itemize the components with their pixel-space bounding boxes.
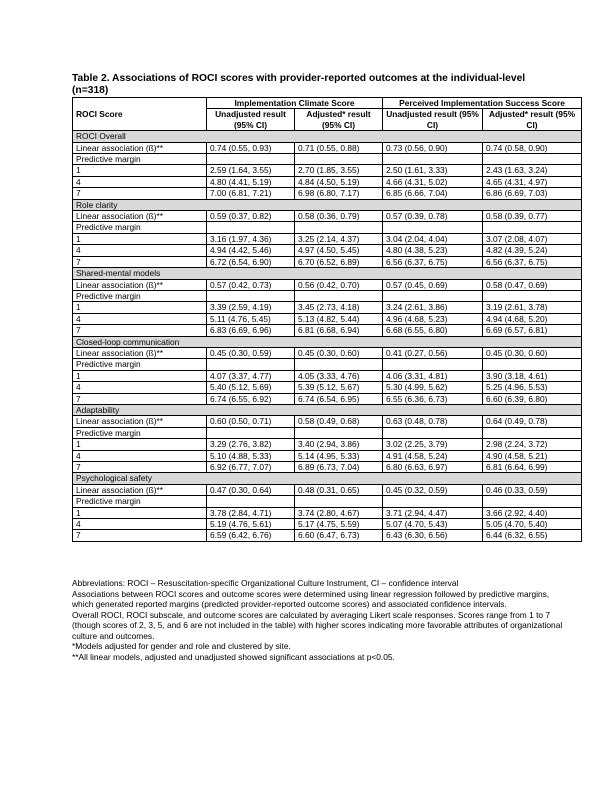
result-cell: 0.57 (0.39, 0.78)	[383, 211, 483, 222]
result-cell: 4.05 (3.33, 4.76)	[295, 370, 383, 381]
result-cell	[207, 427, 295, 438]
table-row	[73, 211, 582, 222]
table-row	[73, 462, 582, 473]
table-row	[73, 393, 582, 404]
note-adjustment: *Models adjusted for gender and role and clustered by site.	[72, 641, 291, 651]
section-name: Closed-loop communication	[73, 336, 582, 347]
result-cell: 6.43 (6.30, 6.56)	[383, 530, 483, 541]
result-cell: 0.45 (0.32, 0.59)	[383, 484, 483, 495]
result-cell: 4.84 (4.50, 5.19)	[295, 176, 383, 187]
result-cell	[383, 496, 483, 507]
result-cell	[383, 154, 483, 165]
table-row	[73, 496, 582, 507]
result-cell: 0.45 (0.30, 0.60)	[483, 347, 582, 358]
result-cell: 0.59 (0.37, 0.82)	[207, 211, 295, 222]
table-row	[73, 382, 582, 393]
result-cell: 3.29 (2.76, 3.82)	[207, 439, 295, 450]
table-row	[73, 154, 582, 165]
result-cell: 0.64 (0.49, 0.78)	[483, 416, 582, 427]
result-cell: 0.57 (0.42, 0.73)	[207, 279, 295, 290]
table-row	[73, 222, 582, 233]
result-cell: 0.45 (0.30, 0.60)	[295, 347, 383, 358]
result-cell: 4.80 (4.41, 5.19)	[207, 176, 295, 187]
result-cell	[383, 427, 483, 438]
row-label: Predictive margin	[73, 359, 207, 370]
result-cell: 5.39 (5.12, 5.67)	[295, 382, 383, 393]
section-header-row	[73, 268, 582, 279]
row-label: Predictive margin	[73, 427, 207, 438]
result-cell: 6.72 (6.54, 6.90)	[207, 256, 295, 267]
table-row	[73, 484, 582, 495]
result-cell: 0.56 (0.42, 0.70)	[295, 279, 383, 290]
section-header-row	[73, 131, 582, 142]
results-table	[72, 97, 582, 542]
result-cell: 6.56 (6.37, 6.75)	[483, 256, 582, 267]
table-row	[73, 347, 582, 358]
result-cell: 4.91 (4.58, 5.24)	[383, 450, 483, 461]
result-cell: 0.45 (0.30, 0.59)	[207, 347, 295, 358]
result-cell: 6.60 (6.47, 6.73)	[295, 530, 383, 541]
result-cell: 4.82 (4.39, 5.24)	[483, 245, 582, 256]
result-cell: 4.97 (4.50, 5.45)	[295, 245, 383, 256]
result-cell: 5.14 (4.95, 5.33)	[295, 450, 383, 461]
table-row	[73, 165, 582, 176]
table-row	[73, 519, 582, 530]
row-label: Predictive margin	[73, 154, 207, 165]
result-cell	[295, 222, 383, 233]
header-unadjusted-2: Unadjusted result (95% CI)	[383, 109, 483, 131]
note-scoring: Overall ROCI, ROCI subscale, and outcome scores are calculated by averaging Likert scale responses. Scores range from 1 to 7 (though scores of 2, 3, 5, and 6 are not included in the table) with higher scores indicating more favorable attributes of organizational culture and outcomes.	[72, 609, 563, 641]
table-row	[73, 325, 582, 336]
result-cell: 5.10 (4.88, 5.33)	[207, 450, 295, 461]
row-label: Linear association (ß)**	[73, 211, 207, 222]
table-row	[73, 450, 582, 461]
row-label: 4	[73, 313, 207, 324]
header-perceived-success: Perceived Implementation Success Score	[383, 98, 582, 109]
row-label: 1	[73, 302, 207, 313]
header-adjusted-2: Adjusted* result (95% CI)	[483, 109, 582, 131]
header-row-groups	[73, 98, 582, 109]
result-cell: 0.74 (0.58, 0.90)	[483, 142, 582, 153]
row-label: 1	[73, 439, 207, 450]
result-cell: 4.94 (4.42, 5.46)	[207, 245, 295, 256]
result-cell: 5.11 (4.76, 5.45)	[207, 313, 295, 324]
table-title: Table 2. Associations of ROCI scores with provider-reported outcomes at the individual-level (n=318)	[72, 73, 526, 96]
row-label: 7	[73, 462, 207, 473]
result-cell: 5.07 (4.70, 5.43)	[383, 519, 483, 530]
result-cell: 3.19 (2.61, 3.78)	[483, 302, 582, 313]
row-label: 7	[73, 530, 207, 541]
row-label: Linear association (ß)**	[73, 279, 207, 290]
section-header-row	[73, 473, 582, 484]
section-name: Shared-mental models	[73, 268, 582, 279]
row-label: 1	[73, 165, 207, 176]
result-cell: 6.59 (6.42, 6.76)	[207, 530, 295, 541]
table-notes	[72, 578, 572, 662]
table-row	[73, 176, 582, 187]
result-cell: 4.94 (4.68, 5.20)	[483, 313, 582, 324]
header-adjusted-1: Adjusted* result (95% CI)	[295, 109, 383, 131]
result-cell	[295, 154, 383, 165]
section-header-row	[73, 199, 582, 210]
result-cell: 0.41 (0.27, 0.56)	[383, 347, 483, 358]
section-name: Adaptability	[73, 404, 582, 415]
section-name: Role clarity	[73, 199, 582, 210]
result-cell: 6.74 (6.55, 6.92)	[207, 393, 295, 404]
result-cell: 0.71 (0.55, 0.88)	[295, 142, 383, 153]
table-row	[73, 256, 582, 267]
result-cell: 2.98 (2.24, 3.72)	[483, 439, 582, 450]
result-cell: 2.70 (1.85, 3.55)	[295, 165, 383, 176]
table-row	[73, 142, 582, 153]
table-row	[73, 279, 582, 290]
result-cell	[207, 290, 295, 301]
result-cell: 3.25 (2.14, 4.37)	[295, 233, 383, 244]
result-cell: 4.80 (4.38, 5.23)	[383, 245, 483, 256]
result-cell: 2.59 (1.64, 3.55)	[207, 165, 295, 176]
row-label: Predictive margin	[73, 222, 207, 233]
result-cell: 4.06 (3.31, 4.81)	[383, 370, 483, 381]
section-name: ROCI Overall	[73, 131, 582, 142]
result-cell: 6.70 (6.52, 6.89)	[295, 256, 383, 267]
row-label: Predictive margin	[73, 496, 207, 507]
result-cell: 6.85 (6.66, 7.04)	[383, 188, 483, 199]
result-cell: 0.58 (0.39, 0.77)	[483, 211, 582, 222]
row-label: 4	[73, 382, 207, 393]
row-label: Linear association (ß)**	[73, 484, 207, 495]
result-cell: 2.43 (1.63, 3.24)	[483, 165, 582, 176]
result-cell	[207, 154, 295, 165]
result-cell: 3.16 (1.97, 4.36)	[207, 233, 295, 244]
result-cell: 0.57 (0.45, 0.69)	[383, 279, 483, 290]
result-cell	[383, 222, 483, 233]
result-cell: 6.98 (6.80, 7.17)	[295, 188, 383, 199]
row-label: 4	[73, 450, 207, 461]
result-cell	[483, 427, 582, 438]
row-label: 1	[73, 370, 207, 381]
result-cell: 0.73 (0.56, 0.90)	[383, 142, 483, 153]
table-row	[73, 290, 582, 301]
result-cell	[207, 359, 295, 370]
result-cell: 6.80 (6.63, 6.97)	[383, 462, 483, 473]
result-cell	[295, 496, 383, 507]
row-label: 7	[73, 188, 207, 199]
result-cell: 3.02 (2.25, 3.79)	[383, 439, 483, 450]
result-cell	[295, 359, 383, 370]
result-cell: 2.50 (1.61, 3.33)	[383, 165, 483, 176]
result-cell: 0.60 (0.50, 0.71)	[207, 416, 295, 427]
result-cell: 3.24 (2.61, 3.86)	[383, 302, 483, 313]
result-cell: 3.78 (2.84, 4.71)	[207, 507, 295, 518]
result-cell: 5.13 (4.82, 5.44)	[295, 313, 383, 324]
section-name: Psychological safety	[73, 473, 582, 484]
result-cell: 4.66 (4.31, 5.02)	[383, 176, 483, 187]
header-implementation-climate: Implementation Climate Score	[207, 98, 383, 109]
result-cell: 3.04 (2.04, 4.04)	[383, 233, 483, 244]
result-cell	[295, 427, 383, 438]
table-row	[73, 245, 582, 256]
result-cell: 4.96 (4.68, 5.23)	[383, 313, 483, 324]
result-cell: 5.19 (4.76, 5.61)	[207, 519, 295, 530]
result-cell: 3.74 (2.80, 4.67)	[295, 507, 383, 518]
header-unadjusted-1: Unadjusted result (95% CI)	[207, 109, 295, 131]
note-methods: Associations between ROCI scores and outcome scores were determined using linear regression followed by predictive margins, which generated reported margins (predicted provider-reported outcome scores) and associated confidence intervals.	[72, 588, 550, 609]
header-roci-score: ROCI Score	[73, 98, 207, 131]
result-cell: 5.30 (4.99, 5.62)	[383, 382, 483, 393]
section-header-row	[73, 336, 582, 347]
row-label: Predictive margin	[73, 290, 207, 301]
result-cell	[483, 222, 582, 233]
row-label: 4	[73, 176, 207, 187]
result-cell: 0.47 (0.30, 0.64)	[207, 484, 295, 495]
result-cell: 3.71 (2.94, 4.47)	[383, 507, 483, 518]
result-cell: 5.40 (5.12, 5.69)	[207, 382, 295, 393]
row-label: 7	[73, 325, 207, 336]
result-cell: 4.90 (4.58, 5.21)	[483, 450, 582, 461]
result-cell	[483, 359, 582, 370]
table-row	[73, 313, 582, 324]
result-cell: 3.07 (2.08, 4.07)	[483, 233, 582, 244]
result-cell: 0.74 (0.55, 0.93)	[207, 142, 295, 153]
table-row	[73, 507, 582, 518]
result-cell	[295, 290, 383, 301]
row-label: 7	[73, 393, 207, 404]
result-cell: 5.25 (4.96, 5.53)	[483, 382, 582, 393]
result-cell: 0.63 (0.48, 0.78)	[383, 416, 483, 427]
result-cell: 0.58 (0.36, 0.79)	[295, 211, 383, 222]
note-significance: **All linear models, adjusted and unadjusted showed significant associations at p<0.05.	[72, 651, 395, 662]
result-cell	[483, 496, 582, 507]
result-cell: 6.86 (6.69, 7.03)	[483, 188, 582, 199]
row-label: 1	[73, 233, 207, 244]
result-cell	[207, 496, 295, 507]
result-cell: 6.74 (6.54, 6.95)	[295, 393, 383, 404]
result-cell: 3.90 (3.18, 4.61)	[483, 370, 582, 381]
result-cell: 3.39 (2.59, 4.19)	[207, 302, 295, 313]
result-cell: 6.55 (6.36, 6.73)	[383, 393, 483, 404]
row-label: 4	[73, 519, 207, 530]
result-cell: 6.81 (6.64, 6.99)	[483, 462, 582, 473]
result-cell: 0.46 (0.33, 0.59)	[483, 484, 582, 495]
result-cell: 4.07 (3.37, 4.77)	[207, 370, 295, 381]
row-label: Linear association (ß)**	[73, 416, 207, 427]
row-label: 1	[73, 507, 207, 518]
result-cell: 5.17 (4.75, 5.59)	[295, 519, 383, 530]
table-row	[73, 302, 582, 313]
row-label: 4	[73, 245, 207, 256]
row-label: Linear association (ß)**	[73, 347, 207, 358]
result-cell: 6.56 (6.37, 6.75)	[383, 256, 483, 267]
result-cell	[383, 290, 483, 301]
result-cell: 6.68 (6.55, 6.80)	[383, 325, 483, 336]
row-label: Linear association (ß)**	[73, 142, 207, 153]
result-cell: 4.65 (4.31, 4.97)	[483, 176, 582, 187]
section-header-row	[73, 404, 582, 415]
note-abbreviations: Abbreviations: ROCI – Resuscitation-specific Organizational Culture Instrument, CI – confidence interval	[72, 578, 459, 588]
result-cell: 3.45 (2.73, 4.18)	[295, 302, 383, 313]
result-cell: 0.48 (0.31, 0.65)	[295, 484, 383, 495]
result-cell	[383, 359, 483, 370]
table-row	[73, 427, 582, 438]
result-cell	[207, 222, 295, 233]
result-cell: 3.40 (2.94, 3.86)	[295, 439, 383, 450]
table-row	[73, 233, 582, 244]
result-cell: 6.60 (6.39, 6.80)	[483, 393, 582, 404]
result-cell: 0.58 (0.47, 0.69)	[483, 279, 582, 290]
table-row	[73, 188, 582, 199]
table-row	[73, 359, 582, 370]
result-cell: 0.58 (0.49, 0.68)	[295, 416, 383, 427]
table-row	[73, 370, 582, 381]
result-cell: 6.92 (6.77, 7.07)	[207, 462, 295, 473]
result-cell: 6.81 (6.68, 6.94)	[295, 325, 383, 336]
result-cell	[483, 290, 582, 301]
result-cell: 5.05 (4.70, 5.40)	[483, 519, 582, 530]
table-row	[73, 530, 582, 541]
result-cell: 6.89 (6.73, 7.04)	[295, 462, 383, 473]
result-cell: 6.69 (6.57, 6.81)	[483, 325, 582, 336]
result-cell: 6.83 (6.69, 6.96)	[207, 325, 295, 336]
result-cell: 6.44 (6.32, 6.55)	[483, 530, 582, 541]
table-row	[73, 439, 582, 450]
table-body	[73, 131, 582, 542]
row-label: 7	[73, 256, 207, 267]
result-cell: 3.66 (2.92, 4.40)	[483, 507, 582, 518]
result-cell: 7.00 (6.81, 7.21)	[207, 188, 295, 199]
table-row	[73, 416, 582, 427]
result-cell	[483, 154, 582, 165]
